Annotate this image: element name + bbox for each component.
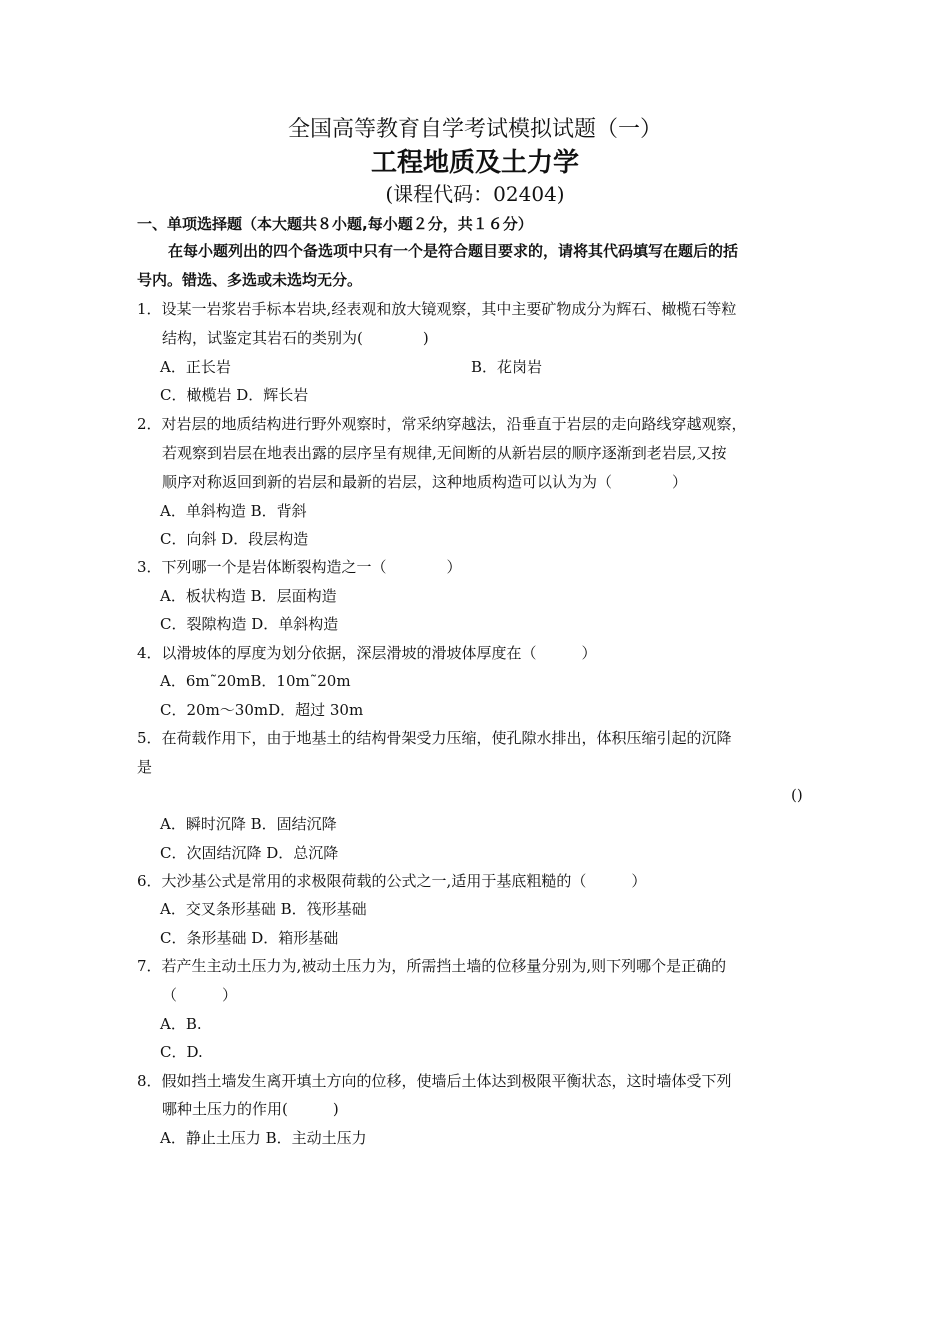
- instruction-line-2: 号内。错选、多选或未选均无分。: [137, 271, 363, 289]
- question-1-option-b: B．花岗岩: [471, 358, 543, 376]
- question-4-option-cd: C．20m～30mD．超过 30m: [160, 701, 364, 719]
- instruction-line-1: 在每小题列出的四个备选项中只有一个是符合题目要求的，请将其代码填写在题后的括: [168, 242, 739, 260]
- question-2-option-ab: A．单斜构造 B．背斜: [160, 502, 307, 520]
- question-3-option-ab: A．板状构造 B．层面构造: [160, 587, 337, 605]
- question-2-line-1: 2．对岩层的地质结构进行野外观察时，常采纳穿越法，沿垂直于岩层的走向路线穿越观察，: [137, 415, 747, 433]
- question-5-line-2: 是: [137, 758, 153, 776]
- question-3-line-1: 3．下列哪一个是岩体断裂构造之一（ ）: [137, 558, 462, 576]
- question-8-line-2: 哪种土压力的作用( ): [162, 1100, 339, 1118]
- question-2-option-cd: C．向斜 D．段层构造: [160, 530, 309, 548]
- exam-title: 全国高等教育自学考试模拟试题（一）: [287, 117, 662, 142]
- question-8-line-1: 8．假如挡土墙发生离开填土方向的位移，使墙后土体达到极限平衡状态，这时墙体受下列: [137, 1072, 732, 1090]
- section-heading: 一、单项选择题（本大题共８小题,每小题２分，共１６分）: [137, 215, 533, 233]
- question-5-paren: (): [791, 786, 803, 804]
- question-2-line-2: 若观察到岩层在地表出露的层序呈有规律,无间断的从新岩层的顺序逐渐到老岩层,又按: [162, 444, 727, 462]
- question-1-option-a: A．正长岩: [160, 358, 231, 376]
- question-1-line-1: 1．设某一岩浆岩手标本岩块,经表观和放大镜观察，其中主要矿物成分为辉石、橄榄石等粒: [137, 300, 737, 318]
- subject-title: 工程地质及土力学: [370, 148, 579, 178]
- question-6-option-ab: A．交叉条形基础 B．筏形基础: [160, 900, 367, 918]
- question-4-line-1: 4．以滑坡体的厚度为划分依据，深层滑坡的滑坡体厚度在（ ）: [137, 644, 597, 662]
- question-7-line-2: （ ）: [162, 986, 238, 1004]
- question-3-option-cd: C．裂隙构造 D．单斜构造: [160, 615, 339, 633]
- question-8-option-ab: A．静止土压力 B．主动土压力: [160, 1129, 367, 1147]
- question-1-option-cd: C．橄榄岩 D．辉长岩: [160, 386, 309, 404]
- question-2-line-3: 顺序对称返回到新的岩层和最新的岩层，这种地质构造可以认为为（ ）: [162, 473, 688, 491]
- question-5-option-ab: A．瞬时沉降 B．固结沉降: [160, 815, 337, 833]
- question-1-line-2: 结构，试鉴定其岩石的类别为( ): [162, 329, 429, 347]
- question-7-line-1: 7．若产生主动土压力为,被动土压力为，所需挡土墙的位移量分别为,则下列哪个是正确的: [137, 957, 727, 975]
- course-code: (课程代码：02404): [385, 182, 565, 206]
- question-7-option-ab: A．B.: [160, 1015, 202, 1033]
- question-5-option-cd: C．次固结沉降 D．总沉降: [160, 844, 339, 862]
- question-6-line-1: 6．大沙基公式是常用的求极限荷载的公式之一,适用于基底粗糙的（ ）: [137, 872, 647, 890]
- question-6-option-cd: C．条形基础 D．箱形基础: [160, 929, 339, 947]
- question-5-line-1: 5．在荷载作用下，由于地基土的结构骨架受力压缩，使孔隙水排出，体积压缩引起的沉降: [137, 729, 732, 747]
- question-4-option-ab: A．6m˜20mB．10m˜20m: [160, 672, 351, 690]
- question-7-option-cd: C．D.: [160, 1043, 203, 1061]
